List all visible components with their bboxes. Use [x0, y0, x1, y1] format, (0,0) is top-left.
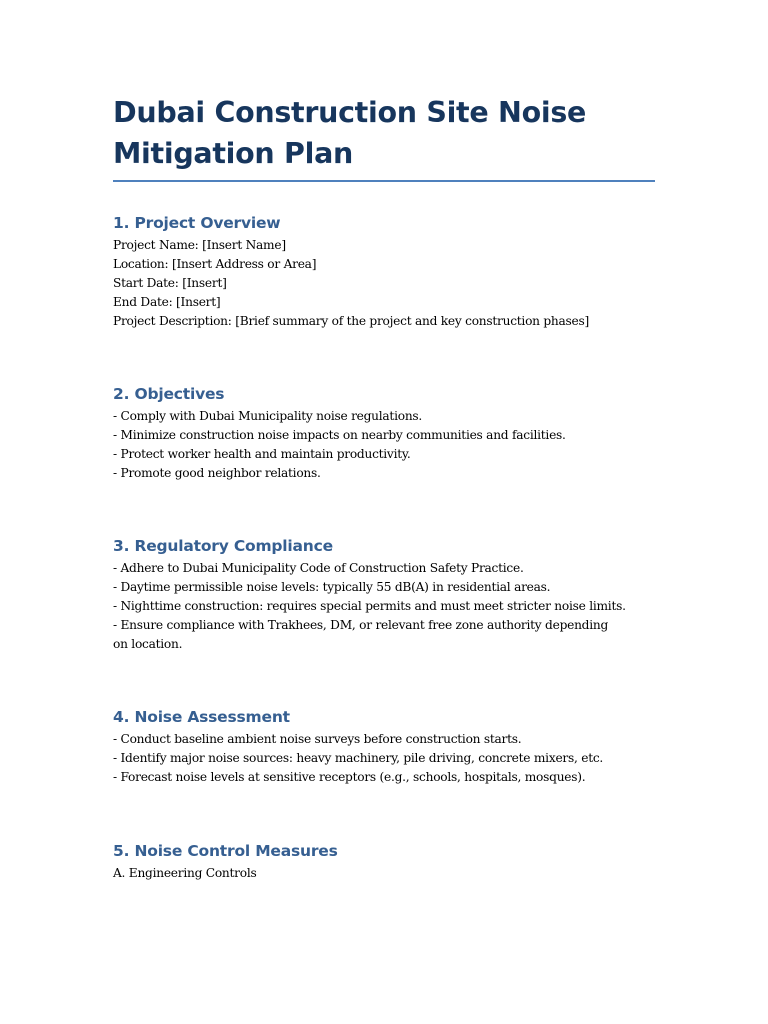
list-item: - Minimize construction noise impacts on nearby communities and facilities. [113, 428, 566, 442]
section-project-overview [113, 212, 655, 331]
section-regulatory-compliance [113, 535, 655, 654]
document-title-line-2: Mitigation Plan [113, 137, 354, 170]
section-heading: 5. Noise Control Measures [113, 842, 338, 860]
list-item: - Conduct baseline ambient noise surveys before construction starts. [113, 732, 522, 746]
list-item: - Adhere to Dubai Municipality Code of Construction Safety Practice. [113, 561, 524, 575]
list-item: - Identify major noise sources: heavy machinery, pile driving, concrete mixers, etc. [113, 751, 604, 765]
list-item: - Comply with Dubai Municipality noise regulations. [113, 409, 423, 423]
location-line: Location: [Insert Address or Area] [113, 257, 317, 271]
title-underline [113, 180, 655, 182]
section-heading: 3. Regulatory Compliance [113, 537, 333, 555]
document-title [113, 92, 655, 174]
start-date-line: Start Date: [Insert] [113, 276, 227, 290]
section-objectives [113, 383, 655, 483]
list-item: - Nighttime construction: requires special permits and must meet stricter noise limits. [113, 599, 626, 613]
list-item: - Forecast noise levels at sensitive receptors (e.g., schools, hospitals, mosques). [113, 770, 586, 784]
subsection-label: A. Engineering Controls [113, 866, 257, 880]
list-item: - Protect worker health and maintain productivity. [113, 447, 411, 461]
section-noise-control-measures [113, 840, 655, 883]
end-date-line: End Date: [Insert] [113, 295, 221, 309]
section-heading: 4. Noise Assessment [113, 708, 290, 726]
document-title-line-1: Dubai Construction Site Noise [113, 96, 587, 129]
list-item: - Promote good neighbor relations. [113, 466, 321, 480]
section-noise-assessment [113, 706, 655, 787]
section-heading: 2. Objectives [113, 385, 225, 403]
list-item: - Ensure compliance with Trakhees, DM, or relevant free zone authority depending on location. [113, 618, 609, 651]
section-heading: 1. Project Overview [113, 214, 281, 232]
list-item: - Daytime permissible noise levels: typically 55 dB(A) in residential areas. [113, 580, 551, 594]
project-name-line: Project Name: [Insert Name] [113, 238, 286, 252]
project-description-line: Project Description: [Brief summary of the project and key construction phases] [113, 314, 590, 328]
